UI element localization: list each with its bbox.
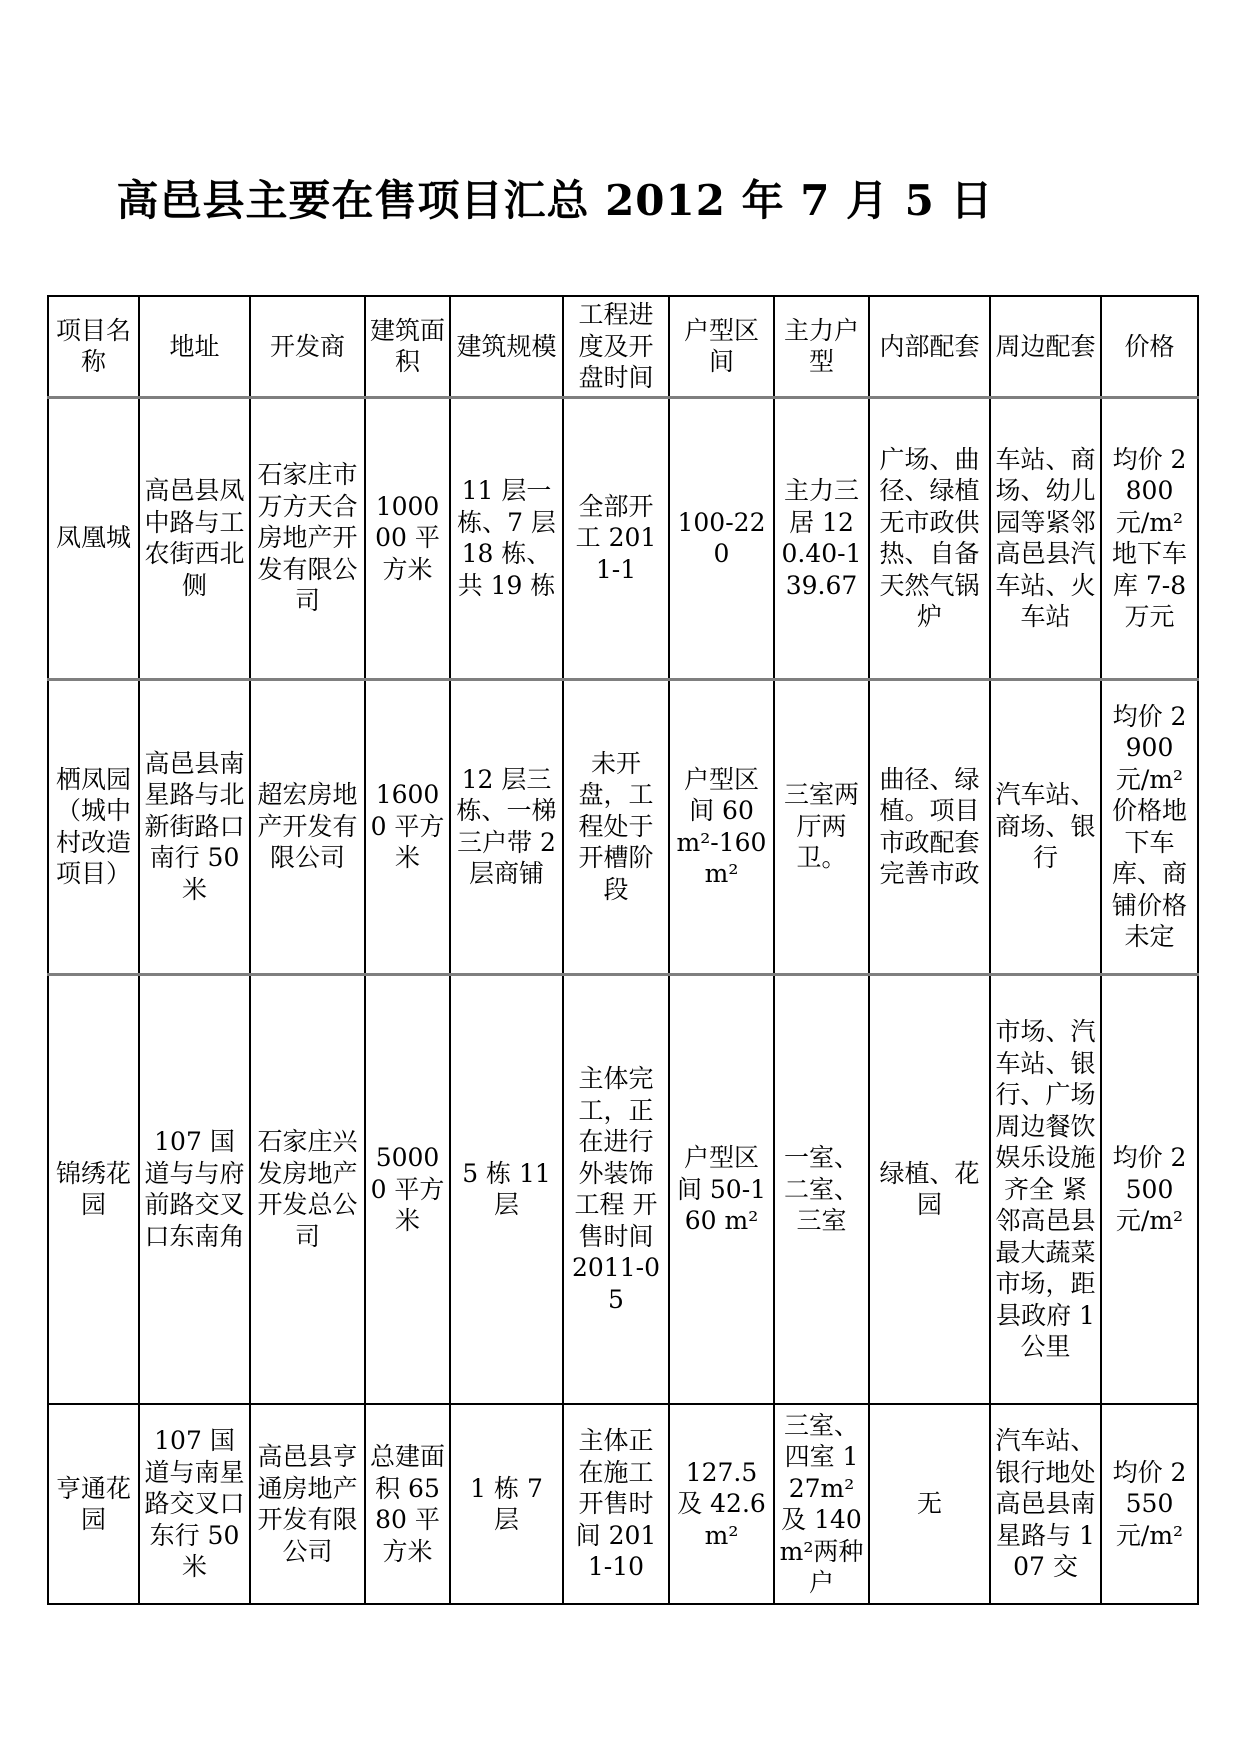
table-row-qifengyuan: [48, 679, 1198, 974]
table-cell: 超宏房地产开发有限公司: [250, 679, 365, 974]
table-cell: 均价 2500 元/m²: [1101, 974, 1198, 1404]
col-header-internal-facilities: 内部配套: [869, 296, 990, 397]
table-cell: 曲径、绿植。项目市政配套 完善市政: [869, 679, 990, 974]
table-cell: 凤凰城: [48, 397, 139, 679]
table-cell: 车站、商场、幼儿园等紧邻高邑县汽车站、火车站: [990, 397, 1101, 679]
col-header-unit-range: 户型区间: [669, 296, 774, 397]
table-cell: 汽车站、银行地处高邑县南星路与 107 交: [990, 1404, 1101, 1604]
table-cell: 汽车站、商场、银行: [990, 679, 1101, 974]
table-cell: 11 层一栋、7 层 18 栋、共 19 栋: [450, 397, 563, 679]
table-row-fenghuangcheng: [48, 397, 1198, 679]
page-title: 高邑县主要在售项目汇总 2012 年 7 月 5 日: [116, 176, 994, 225]
table-cell: 市场、汽车站、银行、广场周边餐饮娱乐设施齐全 紧邻高邑县最大蔬菜市场，距县政府 1 公里: [990, 974, 1101, 1404]
table-cell: 100-220: [669, 397, 774, 679]
table-cell: 12 层三栋、一梯三户带 2 层商铺: [450, 679, 563, 974]
table-cell: 三室、四室 127m²及 140 m²两种户: [774, 1404, 869, 1604]
table-cell: 全部开工 2011-1: [563, 397, 669, 679]
table-cell: 1 栋 7 层: [450, 1404, 563, 1604]
table-header-row: [48, 296, 1198, 397]
col-header-project-name: 项目名称: [48, 296, 139, 397]
table-cell: 50000 平方米: [365, 974, 450, 1404]
table-cell: 高邑县凤中路与工农街西北侧: [139, 397, 250, 679]
table-cell: 一室、二室、三室: [774, 974, 869, 1404]
table-row-hengtonghuayuan: [48, 1404, 1198, 1604]
col-header-building-scale: 建筑规模: [450, 296, 563, 397]
table-cell: 高邑县南星路与北新街路口南行 50 米: [139, 679, 250, 974]
col-header-surrounding-facilities: 周边配套: [990, 296, 1101, 397]
table-cell: 总建面积 6580 平方米: [365, 1404, 450, 1604]
table-cell: 均价 2900 元/m² 价格地下车库、商铺价格未定: [1101, 679, 1198, 974]
table-cell: 5 栋 11 层: [450, 974, 563, 1404]
table-cell: 均价 2800 元/m² 地下车库 7-8 万元: [1101, 397, 1198, 679]
table-row-jinxiuhuayuan: [48, 974, 1198, 1404]
projects-table: [47, 295, 1199, 1605]
table-cell: 高邑县亨通房地产开发有限公司: [250, 1404, 365, 1604]
table-cell: 100000 平方米: [365, 397, 450, 679]
table-cell: 石家庄兴发房地产开发总公司: [250, 974, 365, 1404]
table-cell: 主体完工，正在进行外装饰工程 开售时间 2011-05: [563, 974, 669, 1404]
table-cell: 107 国道与南星路交叉口东行 50 米: [139, 1404, 250, 1604]
col-header-main-unit: 主力户型: [774, 296, 869, 397]
table-cell: 主体正在施工 开售时间 2011-10: [563, 1404, 669, 1604]
table-cell: 107 国道与与府前路交叉口东南角: [139, 974, 250, 1404]
table-cell: 三室两厅两卫。: [774, 679, 869, 974]
table-cell: 127.5 及 42.6 m²: [669, 1404, 774, 1604]
table-cell: 广场、曲径、绿植 无市政供热、自备天然气锅炉: [869, 397, 990, 679]
table-cell: 均价 2550 元/m²: [1101, 1404, 1198, 1604]
table-cell: 主力三居 120.40-139.67: [774, 397, 869, 679]
col-header-address: 地址: [139, 296, 250, 397]
table-cell: 无: [869, 1404, 990, 1604]
table-cell: 未开盘，工程处于开槽阶段: [563, 679, 669, 974]
col-header-building-area: 建筑面积: [365, 296, 450, 397]
table-cell: 栖凤园（城中村改造项目）: [48, 679, 139, 974]
table-cell: 户型区间 60 m²-160 m²: [669, 679, 774, 974]
table-cell: 户型区间 50-160 m²: [669, 974, 774, 1404]
table-cell: 石家庄市万方天合房地产开发有限公司: [250, 397, 365, 679]
table-cell: 锦绣花园: [48, 974, 139, 1404]
col-header-progress-opening: 工程进度及开盘时间: [563, 296, 669, 397]
table-cell: 绿植、花园: [869, 974, 990, 1404]
table-cell: 16000 平方米: [365, 679, 450, 974]
table-cell: 亨通花园: [48, 1404, 139, 1604]
col-header-price: 价格: [1101, 296, 1198, 397]
col-header-developer: 开发商: [250, 296, 365, 397]
